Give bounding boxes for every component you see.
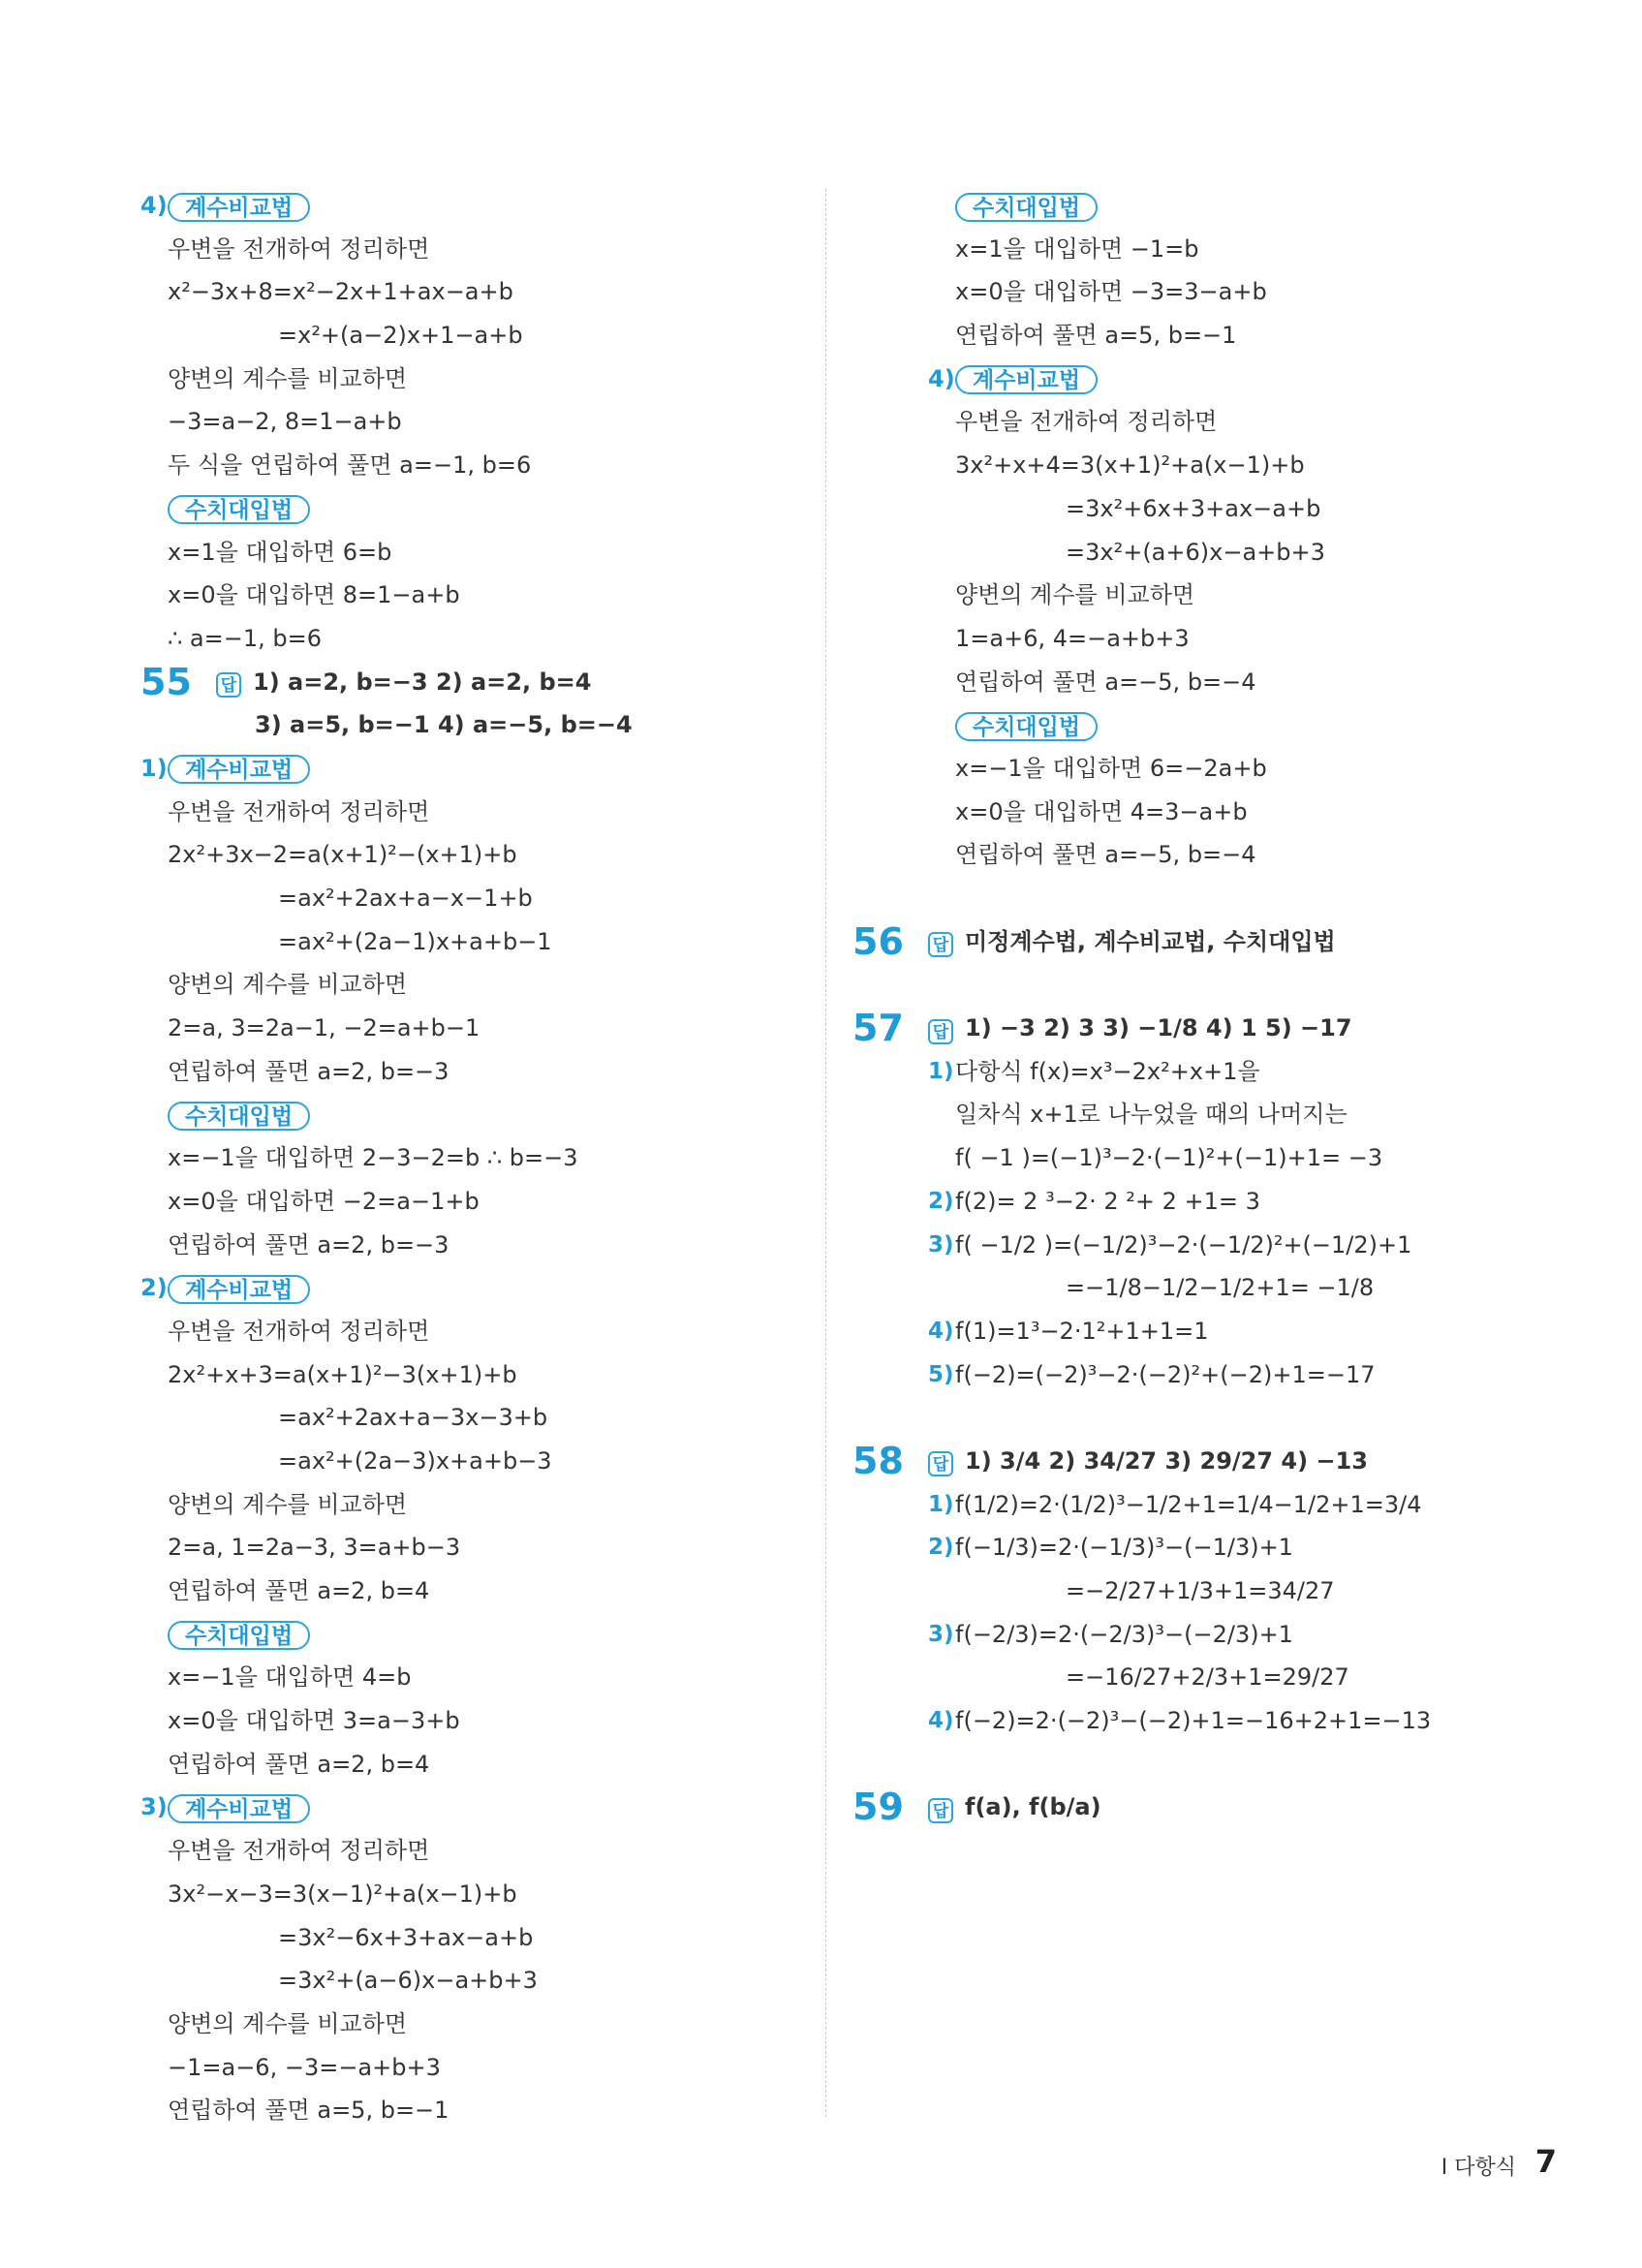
solution-text: x=0을 대입하면 8=1−a+b <box>168 581 460 609</box>
solution-text: 3x²+x+4=3(x+1)²+a(x−1)+b <box>955 451 1305 480</box>
solution-line <box>862 1224 1531 1267</box>
solution-text: 두 식을 연립하여 풀면 a=−1, b=6 <box>168 451 532 480</box>
answer-text: 1) −3 2) 3 3) −1/8 4) 1 5) −17 <box>965 1014 1352 1042</box>
solution-line <box>862 1483 1531 1527</box>
answer-text: 1) a=2, b=−3 2) a=2, b=4 <box>253 668 592 696</box>
solution-text: 연립하여 풀면 a=5, b=−1 <box>168 2097 449 2125</box>
step-label: 4) <box>928 1708 954 1734</box>
solution-line <box>862 661 1531 704</box>
answer-text: 미정계수법, 계수비교법, 수치대입법 <box>965 927 1336 955</box>
solution-text: =3x²+(a−6)x−a+b+3 <box>278 1967 538 1995</box>
solution-text: =3x²−6x+3+ax−a+b <box>278 1923 534 1951</box>
solution-text: 연립하여 풀면 a=2, b=−3 <box>168 1230 449 1258</box>
solution-line <box>150 1526 809 1569</box>
step-label: 4) <box>928 1318 954 1344</box>
solution-line <box>862 747 1531 791</box>
method-header <box>150 1613 809 1657</box>
answer-text: 1) 3/4 2) 34/27 3) 29/27 4) −13 <box>965 1446 1368 1475</box>
problem-number: 57 <box>852 1007 904 1050</box>
solution-line <box>150 1699 809 1743</box>
solution-line <box>862 1093 1531 1136</box>
step-label: 2) <box>928 1188 954 1214</box>
solution-line <box>862 791 1531 834</box>
method-badge: 계수비교법 <box>168 1275 310 1304</box>
column-divider <box>825 189 826 2117</box>
step-label: 4) <box>140 192 168 219</box>
solution-text: x=0을 대입하면 3=a−3+b <box>168 1707 460 1735</box>
step-label: 3) <box>928 1231 954 1258</box>
solution-text: =ax²+2ax+a−x−1+b <box>278 885 533 912</box>
method-badge: 수치대입법 <box>168 1102 310 1131</box>
method-badge: 계수비교법 <box>168 193 310 222</box>
step-label: 2) <box>928 1535 954 1561</box>
method-badge: 계수비교법 <box>168 1794 310 1823</box>
solution-line <box>150 444 809 487</box>
solution-text: =3x²+6x+3+ax−a+b <box>1066 494 1321 522</box>
solution-text: =−1/8−1/2−1/2+1= −1/8 <box>1066 1274 1375 1302</box>
solution-text: f(−1/3)=2·(−1/3)³−(−1/3)+1 <box>955 1534 1293 1562</box>
solution-text: f(−2)=(−2)³−2·(−2)²+(−2)+1=−17 <box>955 1360 1376 1388</box>
solution-text: f(−2/3)=2·(−2/3)³−(−2/3)+1 <box>955 1620 1293 1648</box>
solution-text: 양변의 계수를 비교하면 <box>168 2009 408 2037</box>
solution-text: =ax²+2ax+a−3x−3+b <box>278 1404 548 1432</box>
solution-text: =−16/27+2/3+1=29/27 <box>1066 1663 1349 1692</box>
solution-text: f(2)= 2 ³−2· 2 ²+ 2 +1= 3 <box>955 1187 1260 1215</box>
problem-number: 55 <box>140 660 192 703</box>
problem-header <box>852 919 1531 964</box>
answer-wrap <box>928 1007 1352 1053</box>
solution-text: 양변의 계수를 비교하면 <box>955 581 1195 609</box>
solution-text: f(1/2)=2·(1/2)³−1/2+1=1/4−1/2+1=3/4 <box>955 1490 1422 1518</box>
method-badge: 계수비교법 <box>168 755 310 784</box>
solution-line <box>862 1050 1531 1094</box>
right-column <box>852 184 1531 1829</box>
solution-line <box>150 1353 809 1397</box>
solution-text: 양변의 계수를 비교하면 <box>168 971 408 999</box>
continuation-line <box>150 1396 809 1440</box>
solution-text: 1=a+6, 4=−a+b+3 <box>955 624 1190 652</box>
problem-number: 59 <box>852 1786 904 1829</box>
left-column <box>140 184 809 2132</box>
method-header <box>140 1266 809 1310</box>
solution-line <box>862 1136 1531 1180</box>
answer-wrap <box>928 1440 1368 1486</box>
solution-line <box>150 1569 809 1613</box>
answer-badge: 답 <box>216 672 241 698</box>
solution-line <box>150 1007 809 1050</box>
solution-line <box>862 1613 1531 1657</box>
method-badge: 계수비교법 <box>955 365 1098 394</box>
method-badge: 수치대입법 <box>168 495 310 524</box>
solution-line <box>150 1829 809 1873</box>
solution-line <box>862 574 1531 617</box>
solution-text: 우변을 전개하여 정리하면 <box>168 1317 430 1345</box>
method-header <box>140 184 809 228</box>
continuation-line <box>150 920 809 964</box>
footer-chapter: Ⅰ 다항식 <box>1441 2156 1516 2180</box>
solution-text: x=0을 대입하면 4=3−a+b <box>955 797 1248 825</box>
solution-line <box>862 1310 1531 1353</box>
step-label: 4) <box>928 364 955 392</box>
solution-text: 2x²+3x−2=a(x+1)²−(x+1)+b <box>168 841 517 869</box>
solution-line <box>150 1656 809 1699</box>
answer-badge: 답 <box>928 1451 953 1476</box>
spacer <box>862 963 1531 1007</box>
solution-line <box>150 228 809 271</box>
method-header <box>862 184 1531 228</box>
solution-text: 연립하여 풀면 a=−5, b=−4 <box>955 841 1256 869</box>
method-header <box>862 357 1531 401</box>
solution-text: 양변의 계수를 비교하면 <box>168 364 408 392</box>
solution-line <box>862 1180 1531 1224</box>
solution-text: =ax²+(2a−1)x+a+b−1 <box>278 927 552 955</box>
solution-text: x=1을 대입하면 6=b <box>168 538 392 566</box>
step-label: 1) <box>140 754 168 782</box>
solution-line <box>862 444 1531 487</box>
spacer <box>862 1743 1531 1786</box>
solution-text: =ax²+(2a−3)x+a+b−3 <box>278 1446 552 1475</box>
continuation-line <box>862 1266 1531 1310</box>
answer-wrap <box>216 661 591 707</box>
problem-header <box>852 1007 1531 1050</box>
solution-text: 우변을 전개하여 정리하면 <box>168 797 430 825</box>
solution-text: x²−3x+8=x²−2x+1+ax−a+b <box>168 278 513 306</box>
solution-text: f(1)=1³−2·1²+1+1=1 <box>955 1317 1209 1345</box>
answer-badge: 답 <box>928 932 953 957</box>
solution-line <box>862 270 1531 314</box>
step-label: 3) <box>140 1793 168 1821</box>
solution-line <box>862 1526 1531 1569</box>
method-header <box>140 747 809 791</box>
step-label: 3) <box>928 1621 954 1647</box>
solution-line <box>150 270 809 314</box>
solution-text: 2=a, 3=2a−1, −2=a+b−1 <box>168 1014 480 1042</box>
answer-badge: 답 <box>928 1019 953 1044</box>
solution-line <box>862 1699 1531 1743</box>
step-label: 1) <box>928 1058 954 1084</box>
solution-line <box>150 2046 809 2090</box>
continuation-line <box>150 1440 809 1483</box>
solution-line <box>150 1310 809 1353</box>
solution-line <box>862 617 1531 661</box>
solution-text: x=0을 대입하면 −3=3−a+b <box>955 278 1267 306</box>
solution-text: 연립하여 풀면 a=2, b=4 <box>168 1577 430 1604</box>
solution-line <box>862 228 1531 271</box>
solution-line <box>150 1050 809 1094</box>
solution-line <box>150 1483 809 1527</box>
step-label: 1) <box>928 1491 954 1517</box>
solution-line <box>150 400 809 444</box>
solution-line <box>862 400 1531 444</box>
problem-number: 56 <box>852 919 904 963</box>
continuation-line <box>150 1959 809 2003</box>
solution-text: 연립하여 풀면 a=2, b=−3 <box>168 1057 449 1085</box>
solution-text: 우변을 전개하여 정리하면 <box>168 234 430 263</box>
solution-text: 연립하여 풀면 a=2, b=4 <box>168 1750 430 1778</box>
solution-text: f( −1 )=(−1)³−2·(−1)²+(−1)+1= −3 <box>955 1144 1383 1172</box>
method-badge: 수치대입법 <box>955 193 1098 222</box>
solution-text: f( −1/2 )=(−1/2)³−2·(−1/2)²+(−1/2)+1 <box>955 1230 1412 1258</box>
solution-line <box>150 1224 809 1267</box>
solution-text: 2x²+x+3=a(x+1)²−3(x+1)+b <box>168 1360 517 1388</box>
continuation-line <box>862 487 1531 531</box>
solution-text: x=−1을 대입하면 6=−2a+b <box>955 754 1267 782</box>
method-badge: 수치대입법 <box>168 1621 310 1650</box>
solution-text: x=0을 대입하면 −2=a−1+b <box>168 1187 480 1215</box>
solution-text: 우변을 전개하여 정리하면 <box>955 408 1218 436</box>
solution-text: x=−1을 대입하면 4=b <box>168 1663 412 1692</box>
solution-line <box>150 1873 809 1916</box>
solution-text: 연립하여 풀면 a=5, b=−1 <box>955 322 1237 350</box>
continuation-line <box>150 314 809 357</box>
solution-text: 양변의 계수를 비교하면 <box>168 1490 408 1518</box>
solution-line <box>862 1353 1531 1397</box>
solution-line <box>150 574 809 617</box>
step-label: 5) <box>928 1361 954 1387</box>
solution-line <box>150 531 809 575</box>
method-badge: 수치대입법 <box>955 712 1098 741</box>
solution-text: 연립하여 풀면 a=−5, b=−4 <box>955 668 1256 696</box>
solution-text: ∴ a=−1, b=6 <box>168 624 322 652</box>
answer-text: f(a), f(b/a) <box>965 1793 1101 1821</box>
solution-line <box>150 617 809 661</box>
solution-text: =−2/27+1/3+1=34/27 <box>1066 1577 1335 1604</box>
solution-text: =x²+(a−2)x+1−a+b <box>278 322 523 350</box>
problem-number: 58 <box>852 1439 904 1482</box>
problem-header <box>852 1439 1531 1483</box>
method-header <box>150 1093 809 1136</box>
answer-badge: 답 <box>928 1798 953 1823</box>
solution-text: 다항식 f(x)=x³−2x²+x+1을 <box>955 1057 1260 1085</box>
solution-line <box>862 314 1531 357</box>
spacer <box>862 877 1531 920</box>
continuation-line <box>150 877 809 920</box>
continuation-line <box>862 531 1531 575</box>
answer-line <box>150 703 809 747</box>
answer-wrap <box>928 1786 1101 1832</box>
solution-text: x=1을 대입하면 −1=b <box>955 234 1199 263</box>
continuation-line <box>862 1656 1531 1699</box>
solution-text: −3=a−2, 8=1−a+b <box>168 408 402 436</box>
solution-line <box>150 2003 809 2046</box>
solution-line <box>150 833 809 877</box>
solution-text: 우변을 전개하여 정리하면 <box>168 1837 430 1865</box>
solution-line <box>150 1136 809 1180</box>
answer-wrap <box>928 920 1336 967</box>
answer-text: 3) a=5, b=−1 4) a=−5, b=−4 <box>255 711 633 739</box>
solution-text: x=−1을 대입하면 2−3−2=b ∴ b=−3 <box>168 1144 578 1172</box>
spacer <box>862 1396 1531 1440</box>
problem-header <box>140 660 809 704</box>
solution-line <box>150 791 809 834</box>
solution-text: =3x²+(a+6)x−a+b+3 <box>1066 538 1325 566</box>
solution-text: f(−2)=2·(−2)³−(−2)+1=−16+2+1=−13 <box>955 1707 1432 1735</box>
method-header <box>140 1786 809 1829</box>
solution-text: −1=a−6, −3=−a+b+3 <box>168 2053 441 2081</box>
solution-line <box>150 357 809 401</box>
solution-line <box>150 963 809 1007</box>
solution-text: 일차식 x+1로 나누었을 때의 나머지는 <box>955 1101 1348 1129</box>
continuation-line <box>150 1916 809 1960</box>
page-number: 7 <box>1534 2143 1557 2180</box>
method-header <box>150 487 809 531</box>
step-label: 2) <box>140 1274 168 1302</box>
solution-text: 2=a, 1=2a−3, 3=a+b−3 <box>168 1534 461 1562</box>
solution-line <box>150 1743 809 1786</box>
solution-line <box>150 2089 809 2132</box>
continuation-line <box>862 1569 1531 1613</box>
solution-text: 3x²−x−3=3(x−1)²+a(x−1)+b <box>168 1880 517 1908</box>
method-header <box>862 703 1531 747</box>
problem-header <box>852 1786 1531 1829</box>
solution-line <box>150 1180 809 1224</box>
solution-line <box>862 833 1531 877</box>
